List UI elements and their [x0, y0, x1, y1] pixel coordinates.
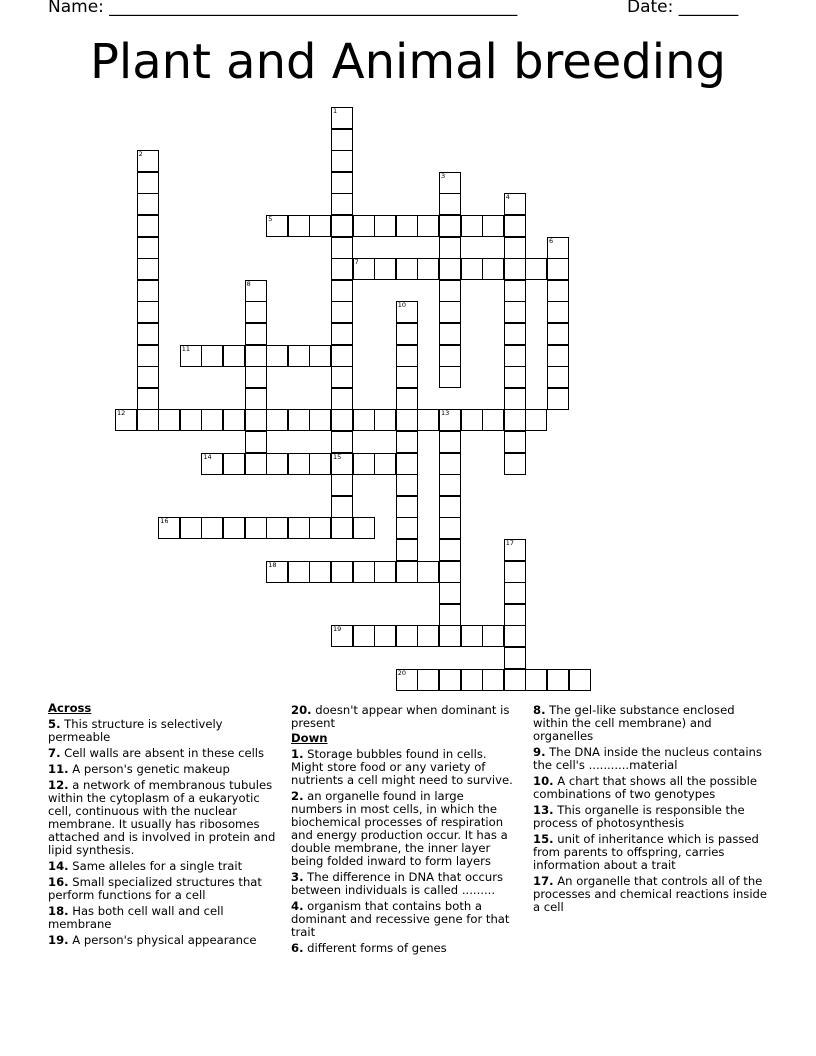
grid-cell-19[interactable]	[331, 625, 353, 647]
clue-number: 13	[441, 409, 450, 418]
grid-cell[interactable]	[223, 453, 245, 475]
grid-cell[interactable]	[461, 625, 483, 647]
clue-number: 17	[505, 539, 515, 547]
clue-item	[48, 934, 280, 947]
grid-cell[interactable]	[547, 669, 569, 691]
clue-number-label: 13.	[533, 803, 554, 817]
grid-cell[interactable]	[245, 517, 267, 539]
grid-cell[interactable]	[482, 669, 504, 691]
grid-cell[interactable]	[137, 280, 159, 302]
clue-text: organism that contains both a dominant and recessive gene for that trait	[291, 899, 510, 939]
grid-cell[interactable]	[396, 388, 418, 410]
grid-cell-10[interactable]	[396, 301, 418, 323]
grid-cell[interactable]	[374, 215, 396, 237]
clue-text: a network of membranous tubules within the cytoplasm of a eukaryotic cell, continuous with the nuclear membrane. It usually has ribosomes attached and is involved in protein and lipid synthesis.	[48, 778, 276, 857]
clue-number: 20	[397, 668, 407, 677]
grid-cell[interactable]	[245, 409, 267, 431]
clue-number: 16	[160, 517, 169, 526]
grid-cell[interactable]	[504, 604, 526, 626]
down-clue-list-continued	[533, 704, 768, 914]
grid-cell[interactable]	[504, 323, 526, 345]
grid-cell[interactable]	[137, 193, 159, 215]
clue-item	[48, 747, 280, 760]
grid-cell[interactable]	[266, 345, 288, 367]
grid-cell[interactable]	[504, 409, 526, 431]
grid-cell[interactable]	[331, 496, 353, 518]
grid-cell-6[interactable]	[547, 237, 569, 259]
grid-cell[interactable]	[201, 517, 223, 539]
clue-text: Cell walls are absent in these cells	[60, 746, 265, 760]
grid-cell[interactable]	[245, 453, 267, 475]
clue-number-label: 14.	[48, 859, 69, 873]
grid-cell[interactable]	[482, 625, 504, 647]
clue-text: Has both cell wall and cell membrane	[48, 904, 224, 931]
grid-cell[interactable]	[288, 561, 310, 583]
grid-cell[interactable]	[180, 517, 202, 539]
grid-cell[interactable]	[482, 215, 504, 237]
grid-cell[interactable]	[504, 215, 526, 237]
grid-cell[interactable]	[266, 409, 288, 431]
grid-cell[interactable]	[439, 561, 461, 583]
grid-cell[interactable]	[439, 193, 461, 215]
grid-cell[interactable]	[288, 453, 310, 475]
clue-number: 7	[354, 258, 359, 267]
clue-text: different forms of genes	[303, 941, 447, 955]
clue-number-label: 1.	[291, 747, 304, 761]
clue-number: 10	[397, 301, 407, 310]
grid-cell-2[interactable]	[137, 150, 159, 172]
grid-cell[interactable]	[223, 517, 245, 539]
grid-cell[interactable]	[547, 258, 569, 280]
grid-cell[interactable]	[547, 323, 569, 345]
grid-cell[interactable]	[245, 366, 267, 388]
grid-cell[interactable]	[504, 301, 526, 323]
grid-cell[interactable]	[331, 215, 353, 237]
grid-cell[interactable]	[331, 474, 353, 496]
grid-cell[interactable]	[396, 366, 418, 388]
grid-cell[interactable]	[504, 625, 526, 647]
grid-cell[interactable]	[525, 409, 547, 431]
grid-cell[interactable]	[374, 625, 396, 647]
clue-item	[48, 779, 280, 857]
grid-cell[interactable]	[331, 258, 353, 280]
clue-item	[533, 704, 768, 743]
grid-cell[interactable]	[461, 669, 483, 691]
across-clue-list	[48, 718, 280, 947]
name-field[interactable]: Name: ________________________________________________	[48, 0, 518, 17]
grid-cell[interactable]	[374, 453, 396, 475]
grid-cell-16[interactable]	[158, 517, 180, 539]
grid-cell[interactable]	[396, 474, 418, 496]
page-title: Plant and Animal breeding	[89, 34, 727, 90]
clue-text: unit of inheritance which is passed from parents to offspring, carries information about a trait	[533, 832, 759, 872]
clue-text: an organelle found in large numbers in most cells, in which the biochemical processes of respiration and energy production occur. It has a double membrane, the inner layer being folded inward to form layers	[291, 789, 508, 868]
grid-cell[interactable]	[396, 496, 418, 518]
clue-item	[48, 763, 280, 776]
grid-cell-18[interactable]	[266, 561, 288, 583]
grid-cell[interactable]	[439, 582, 461, 604]
grid-cell[interactable]	[331, 129, 353, 151]
grid-cell[interactable]	[439, 517, 461, 539]
grid-cell[interactable]	[353, 215, 375, 237]
clue-number: 11	[181, 344, 191, 353]
clue-item	[291, 790, 517, 868]
clue-number-label: 15.	[533, 832, 554, 846]
down-heading: Down	[291, 731, 328, 745]
grid-cell[interactable]	[137, 345, 159, 367]
down-clue-list	[291, 748, 517, 955]
clue-item	[48, 876, 280, 902]
grid-cell[interactable]	[331, 193, 353, 215]
grid-cell[interactable]	[439, 474, 461, 496]
grid-cell[interactable]	[396, 625, 418, 647]
grid-cell[interactable]	[137, 388, 159, 410]
grid-cell[interactable]	[547, 301, 569, 323]
grid-cell[interactable]	[288, 215, 310, 237]
clue-text: A chart that shows all the possible combinations of two genotypes	[533, 774, 758, 801]
grid-cell[interactable]	[374, 561, 396, 583]
clue-number-label: 9.	[533, 745, 546, 759]
grid-cell[interactable]	[417, 409, 439, 431]
clue-text: The gel-like substance enclosed within the cell membrane) and organelles	[533, 703, 735, 743]
grid-cell[interactable]	[331, 431, 353, 453]
clue-number: 1	[333, 107, 338, 115]
clue-item	[48, 860, 280, 873]
clue-number-label: 5.	[48, 717, 61, 731]
clue-item	[291, 942, 517, 955]
grid-cell[interactable]	[331, 323, 353, 345]
grid-cell[interactable]	[331, 388, 353, 410]
grid-cell[interactable]	[331, 172, 353, 194]
grid-cell[interactable]	[266, 453, 288, 475]
grid-cell[interactable]	[396, 409, 418, 431]
clue-text: A person's physical appearance	[68, 933, 257, 947]
grid-cell[interactable]	[396, 215, 418, 237]
grid-cell[interactable]	[396, 453, 418, 475]
grid-cell[interactable]	[353, 517, 375, 539]
grid-cell[interactable]	[547, 388, 569, 410]
clue-number: 14	[203, 452, 212, 461]
grid-cell[interactable]	[266, 517, 288, 539]
clue-number-label: 18.	[48, 904, 69, 918]
grid-cell[interactable]	[223, 409, 245, 431]
clue-number-label: 8.	[533, 703, 546, 717]
grid-cell[interactable]	[309, 561, 331, 583]
grid-cell[interactable]	[331, 561, 353, 583]
grid-cell-1[interactable]	[331, 107, 353, 129]
grid-cell[interactable]	[331, 237, 353, 259]
clue-number-label: 17.	[533, 874, 554, 888]
clue-item	[533, 775, 768, 801]
grid-cell[interactable]	[439, 323, 461, 345]
grid-cell-17[interactable]	[504, 539, 526, 561]
grid-cell[interactable]	[374, 409, 396, 431]
grid-cell-8[interactable]	[245, 280, 267, 302]
grid-cell[interactable]	[439, 496, 461, 518]
grid-cell[interactable]	[439, 625, 461, 647]
clue-item	[291, 871, 517, 897]
grid-cell[interactable]	[547, 345, 569, 367]
grid-cell[interactable]	[137, 366, 159, 388]
clue-item	[533, 746, 768, 772]
clue-number: 19	[333, 625, 342, 634]
grid-cell[interactable]	[439, 604, 461, 626]
grid-cell[interactable]	[461, 215, 483, 237]
grid-cell[interactable]	[309, 453, 331, 475]
grid-cell[interactable]	[461, 409, 483, 431]
grid-cell-14[interactable]	[201, 453, 223, 475]
clue-text: Small specialized structures that perform functions for a cell	[48, 875, 262, 902]
clue-text: This organelle is responsible the process of photosynthesis	[533, 803, 745, 830]
clue-item	[48, 905, 280, 931]
clue-item	[533, 804, 768, 830]
grid-cell[interactable]	[223, 345, 245, 367]
clues-column-2	[291, 701, 517, 955]
grid-cell[interactable]	[439, 431, 461, 453]
grid-cell[interactable]	[396, 561, 418, 583]
grid-cell[interactable]	[137, 215, 159, 237]
grid-cell[interactable]	[353, 409, 375, 431]
clue-text: Storage bubbles found in cells. Might store food or any variety of nutrients a cell might need to survive.	[291, 747, 513, 787]
grid-cell[interactable]	[245, 301, 267, 323]
grid-cell[interactable]	[417, 669, 439, 691]
grid-cell-11[interactable]	[180, 345, 202, 367]
clue-item	[291, 748, 517, 787]
clue-number-label: 19.	[48, 933, 69, 947]
grid-cell[interactable]	[396, 431, 418, 453]
grid-cell[interactable]	[201, 409, 223, 431]
grid-cell[interactable]	[309, 409, 331, 431]
clue-text: doesn't appear when dominant is present	[291, 703, 510, 730]
grid-cell[interactable]	[417, 625, 439, 647]
grid-cell[interactable]	[396, 258, 418, 280]
grid-cell[interactable]	[504, 431, 526, 453]
across-clue-list-continued	[291, 704, 517, 730]
clue-text: The DNA inside the nucleus contains the cell's ...........material	[533, 745, 762, 772]
grid-cell[interactable]	[201, 345, 223, 367]
clue-number-label: 16.	[48, 875, 69, 889]
grid-cell[interactable]	[331, 409, 353, 431]
grid-cell[interactable]	[245, 431, 267, 453]
grid-cell[interactable]	[309, 517, 331, 539]
clue-number: 12	[117, 409, 126, 418]
grid-cell[interactable]	[309, 215, 331, 237]
grid-cell[interactable]	[504, 582, 526, 604]
grid-cell[interactable]	[504, 237, 526, 259]
clue-item	[48, 718, 280, 744]
clue-number: 2	[138, 150, 143, 159]
clues-column-3	[533, 701, 768, 914]
clue-number-label: 3.	[291, 870, 304, 884]
grid-cell[interactable]	[439, 366, 461, 388]
grid-cell-7[interactable]	[353, 258, 375, 280]
clue-number-label: 12.	[48, 778, 69, 792]
grid-cell[interactable]	[331, 280, 353, 302]
clue-number-label: 2.	[291, 789, 304, 803]
grid-cell[interactable]	[374, 258, 396, 280]
clue-text: The difference in DNA that occurs between individuals is called .........	[291, 870, 504, 897]
grid-cell[interactable]	[288, 409, 310, 431]
grid-cell[interactable]	[137, 301, 159, 323]
clue-item	[533, 833, 768, 872]
grid-cell[interactable]	[331, 345, 353, 367]
grid-cell[interactable]	[439, 539, 461, 561]
grid-cell[interactable]	[547, 280, 569, 302]
grid-cell[interactable]	[504, 647, 526, 669]
grid-cell-12[interactable]	[115, 409, 137, 431]
grid-cell[interactable]	[309, 345, 331, 367]
grid-cell[interactable]	[353, 625, 375, 647]
grid-cell[interactable]	[504, 258, 526, 280]
grid-cell[interactable]	[504, 345, 526, 367]
grid-cell[interactable]	[137, 409, 159, 431]
clue-number-label: 11.	[48, 762, 69, 776]
grid-cell[interactable]	[288, 517, 310, 539]
grid-cell-15[interactable]	[331, 453, 353, 475]
grid-cell[interactable]	[439, 258, 461, 280]
grid-cell[interactable]	[504, 561, 526, 583]
grid-cell[interactable]	[331, 366, 353, 388]
clue-text: An organelle that controls all of the processes and chemical reactions inside a cell	[533, 874, 768, 914]
clue-text: Same alleles for a single trait	[68, 859, 243, 873]
grid-cell[interactable]	[288, 345, 310, 367]
grid-cell-13[interactable]	[439, 409, 461, 431]
grid-cell[interactable]	[439, 453, 461, 475]
clue-number: 3	[441, 171, 446, 180]
across-heading: Across	[48, 701, 92, 715]
clue-number-label: 10.	[533, 774, 554, 788]
grid-cell[interactable]	[417, 258, 439, 280]
grid-cell[interactable]	[547, 366, 569, 388]
grid-cell[interactable]	[245, 388, 267, 410]
grid-cell[interactable]	[396, 345, 418, 367]
grid-cell-3[interactable]	[439, 172, 461, 194]
clue-item	[291, 900, 517, 939]
clue-item	[533, 875, 768, 914]
grid-cell[interactable]	[353, 453, 375, 475]
clue-text: This structure is selectively permeable	[48, 717, 223, 744]
grid-cell[interactable]	[482, 258, 504, 280]
grid-cell[interactable]	[417, 215, 439, 237]
date-field[interactable]: Date: _______	[627, 0, 739, 17]
grid-cell[interactable]	[137, 237, 159, 259]
grid-cell[interactable]	[396, 517, 418, 539]
grid-cell[interactable]	[504, 280, 526, 302]
grid-cell-20[interactable]	[396, 669, 418, 691]
grid-cell[interactable]	[331, 517, 353, 539]
grid-cell[interactable]	[569, 669, 591, 691]
grid-cell[interactable]	[482, 409, 504, 431]
grid-cell[interactable]	[504, 453, 526, 475]
grid-cell[interactable]	[439, 280, 461, 302]
clue-number: 5	[268, 215, 273, 223]
grid-cell[interactable]	[180, 409, 202, 431]
clue-number-label: 7.	[48, 746, 61, 760]
grid-cell[interactable]	[439, 669, 461, 691]
clue-number: 6	[549, 236, 554, 245]
grid-cell[interactable]	[439, 237, 461, 259]
grid-cell[interactable]	[461, 258, 483, 280]
grid-cell[interactable]	[137, 258, 159, 280]
grid-cell[interactable]	[417, 561, 439, 583]
grid-cell[interactable]	[245, 323, 267, 345]
clues-column-1	[48, 701, 280, 947]
grid-cell[interactable]	[158, 409, 180, 431]
clue-number: 15	[333, 452, 342, 461]
grid-cell[interactable]	[396, 539, 418, 561]
grid-cell-4[interactable]	[504, 193, 526, 215]
grid-cell[interactable]	[439, 215, 461, 237]
clue-number-label: 4.	[291, 899, 304, 913]
grid-cell[interactable]	[137, 323, 159, 345]
clue-number: 4	[505, 193, 510, 202]
clue-item	[291, 704, 517, 730]
grid-cell[interactable]	[396, 323, 418, 345]
clue-number-label: 6.	[291, 941, 304, 955]
grid-cell[interactable]	[525, 669, 547, 691]
grid-cell[interactable]	[504, 388, 526, 410]
grid-cell[interactable]	[137, 172, 159, 194]
clue-text: A person's genetic makeup	[68, 762, 230, 776]
grid-cell[interactable]	[331, 150, 353, 172]
grid-cell[interactable]	[525, 258, 547, 280]
grid-cell[interactable]	[245, 345, 267, 367]
grid-cell[interactable]	[439, 301, 461, 323]
grid-cell[interactable]	[353, 561, 375, 583]
grid-cell[interactable]	[331, 301, 353, 323]
clue-number: 18	[268, 560, 277, 569]
clue-number: 8	[246, 279, 251, 288]
grid-cell-5[interactable]	[266, 215, 288, 237]
grid-cell[interactable]	[504, 669, 526, 691]
clue-number-label: 20.	[291, 703, 312, 717]
grid-cell[interactable]	[504, 366, 526, 388]
grid-cell[interactable]	[439, 345, 461, 367]
